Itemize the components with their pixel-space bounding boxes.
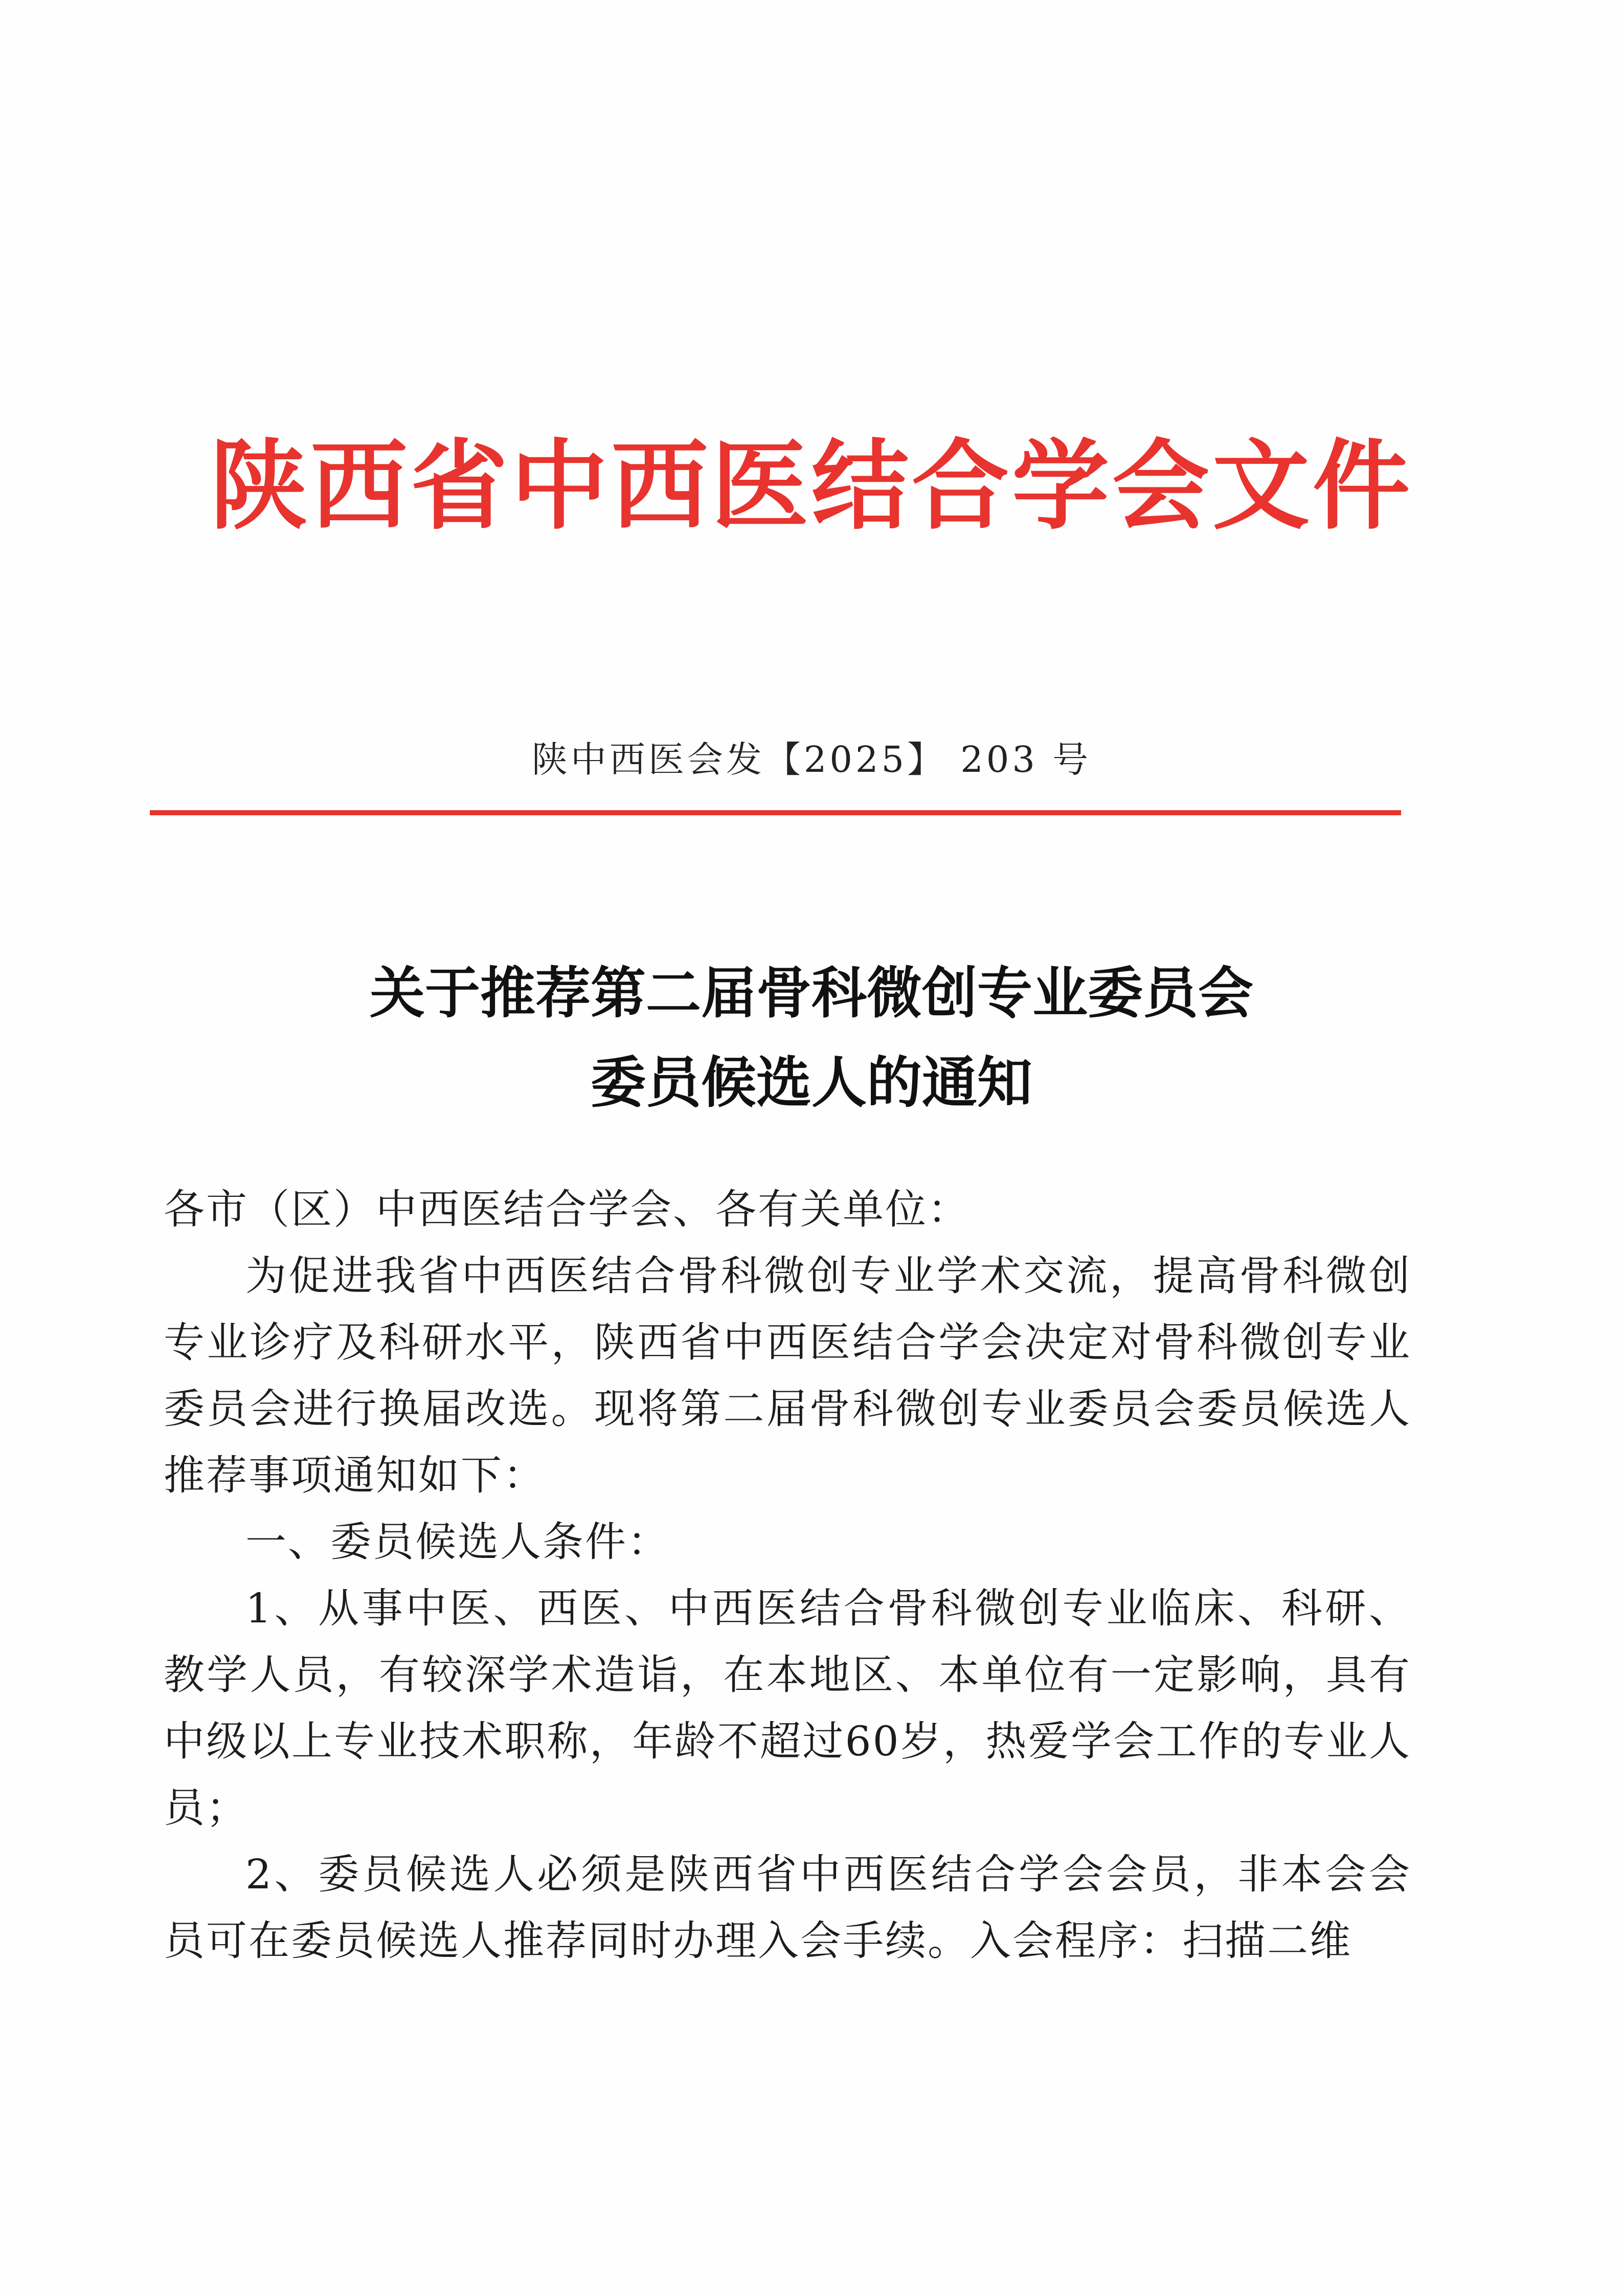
document-number: 陕中西医会发【2025】 203 号	[531, 739, 1092, 781]
notice-body	[164, 1176, 1411, 1974]
masthead-title: 陕西省中西医结合学会文件	[210, 429, 1413, 543]
intro-paragraph: 为促进我省中西医结合骨科微创专业学术交流，提高骨科微创专业诊疗及科研水平，陕西省中西医结合学会决定对骨科微创专业委员会进行换届改选。现将第二届骨科微创专业委员会委员候选人推荐事项通知如下：	[164, 1252, 1411, 1499]
section-heading-candidate-conditions: 一、委员候选人条件：	[245, 1518, 670, 1566]
notice-title	[153, 949, 1470, 1128]
notice-title-line-1: 关于推荐第二届骨科微创专业委员会	[369, 961, 1253, 1026]
notice-title-line-2: 委员候选人的通知	[590, 1051, 1032, 1115]
condition-item-1: 1、从事中医、西医、中西医结合骨科微创专业临床、科研、教学人员，有较深学术造诣，在本地区、本单位有一定影响，具有中级以上专业技术职称，年龄不超过60岁，热爱学会工作的专业人员；	[164, 1585, 1411, 1832]
salutation: 各市（区）中西医结合学会、各有关单位：	[164, 1186, 970, 1233]
red-divider-line	[150, 810, 1401, 815]
condition-item-2: 2、委员候选人必须是陕西省中西医结合学会会员，非本会会员可在委员候选人推荐同时办理入会手续。入会程序：扫描二维	[164, 1851, 1411, 1965]
